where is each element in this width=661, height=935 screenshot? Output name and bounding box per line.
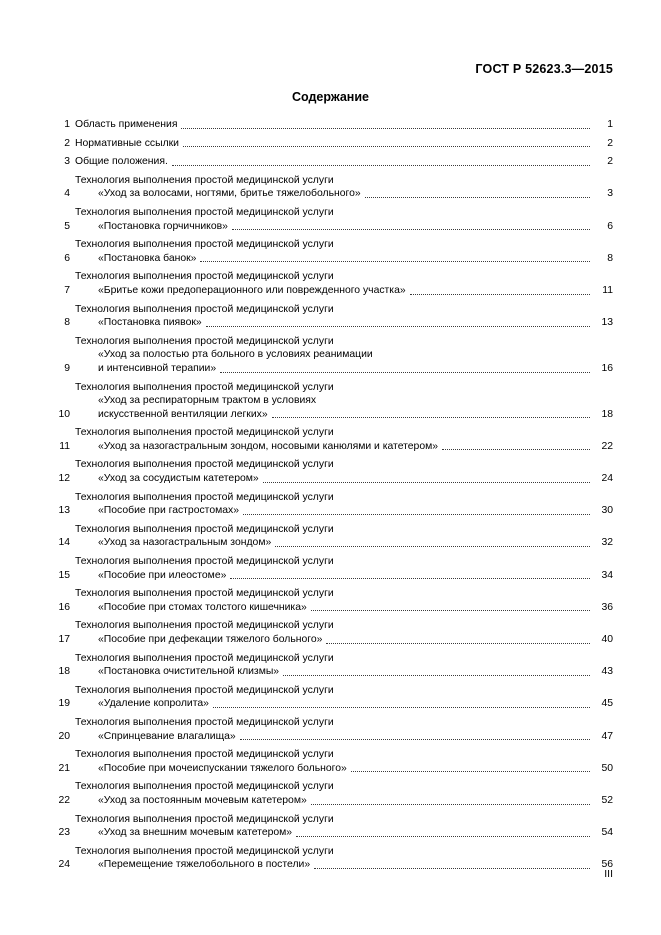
- toc-entry-number: 12: [58, 473, 70, 485]
- toc-entry[interactable]: [57, 426, 613, 453]
- toc-entry-number: 21: [58, 762, 70, 774]
- toc-entry-title: Технология выполнения простой медицинской услуги: [75, 588, 334, 600]
- toc-entry-line: [57, 426, 613, 440]
- toc-entry-title: Технология выполнения простой медицинской услуги: [75, 335, 334, 347]
- toc-entry-title: Технология выполнения простой медицинской услуги: [75, 174, 334, 186]
- toc-leader-dots: [263, 481, 590, 483]
- toc-leader-dots: [240, 738, 590, 740]
- toc-entry-line-final: [57, 118, 613, 132]
- toc-entry-page: 2: [607, 137, 613, 149]
- toc-entry-line: [57, 813, 613, 827]
- toc-entry-number: 14: [58, 537, 70, 549]
- toc-entry-page: 8: [607, 252, 613, 264]
- toc-entry-title: «Пособие при гастростомах»: [98, 505, 239, 517]
- toc-entry-line-final: [57, 408, 613, 422]
- toc-entry-line: [57, 652, 613, 666]
- toc-entry-page: 32: [601, 537, 613, 549]
- toc-entry-line-final: [57, 440, 613, 454]
- toc-entry-line-final: [57, 362, 613, 376]
- toc-entry[interactable]: [57, 381, 613, 422]
- toc-entry-number: 15: [58, 569, 70, 581]
- toc-entry-title: Технология выполнения простой медицинской услуги: [75, 716, 334, 728]
- toc-leader-dots: [272, 416, 590, 418]
- toc-entry[interactable]: [57, 684, 613, 711]
- toc-entry-title: Технология выполнения простой медицинской услуги: [75, 684, 334, 696]
- toc-entry-line-final: [57, 536, 613, 550]
- toc-entry-title: «Пособие при мочеиспускании тяжелого больного»: [98, 762, 347, 774]
- toc-entry-line: [57, 748, 613, 762]
- toc-entry-line: [57, 619, 613, 633]
- toc-entry[interactable]: [57, 335, 613, 376]
- page-number: III: [604, 868, 613, 880]
- toc-entry[interactable]: [57, 491, 613, 518]
- toc-entry-number: 16: [58, 601, 70, 613]
- toc-entry-line-final: [57, 187, 613, 201]
- toc-leader-dots: [230, 577, 590, 579]
- toc-entry-line: [57, 348, 613, 362]
- toc-entry[interactable]: [57, 155, 613, 169]
- toc-entry-title: Технология выполнения простой медицинской услуги: [75, 303, 334, 315]
- toc-entry-line-final: [57, 665, 613, 679]
- toc-entry-line-final: [57, 794, 613, 808]
- toc-entry-page: 16: [601, 362, 613, 374]
- toc-entry-title: Технология выполнения простой медицинской услуги: [75, 652, 334, 664]
- toc-entry-line-final: [57, 284, 613, 298]
- toc-entry-line-final: [57, 137, 613, 151]
- toc-leader-dots: [183, 145, 590, 147]
- toc-entry[interactable]: [57, 619, 613, 646]
- toc-entry[interactable]: [57, 523, 613, 550]
- toc-entry-number: 3: [64, 156, 70, 168]
- toc-entry-title: «Уход за постоянным мочевым катетером»: [98, 794, 307, 806]
- toc-entry[interactable]: [57, 652, 613, 679]
- toc-leader-dots: [172, 164, 590, 166]
- toc-entry-page: 11: [602, 284, 613, 296]
- toc-entry-line: [57, 335, 613, 349]
- toc-entry-title: Технология выполнения простой медицинской услуги: [75, 206, 334, 218]
- toc-entry-line-final: [57, 220, 613, 234]
- toc-entry-number: 20: [58, 730, 70, 742]
- toc-entry-title: «Постановка очистительной клизмы»: [98, 666, 280, 678]
- toc-entry-number: 7: [64, 284, 70, 296]
- toc-entry-line-final: [57, 252, 613, 266]
- toc-leader-dots: [243, 513, 590, 515]
- toc-leader-dots: [314, 867, 590, 869]
- toc-entry-title: «Уход за назогастральным зондом, носовыми канюлями и катетером»: [98, 440, 439, 452]
- toc-entry[interactable]: [57, 118, 613, 132]
- toc-entry-page: 3: [607, 188, 613, 200]
- toc-entry-number: 10: [58, 408, 70, 420]
- toc-entry-title: Технология выполнения простой медицинской услуги: [75, 749, 334, 761]
- toc-entry-page: 43: [601, 666, 613, 678]
- toc-entry[interactable]: [57, 238, 613, 265]
- toc-entry-page: 2: [607, 156, 613, 168]
- toc-leader-dots: [181, 127, 590, 129]
- toc-entry-line: [57, 684, 613, 698]
- toc-entry-title: Технология выполнения простой медицинской услуги: [75, 381, 334, 393]
- toc-leader-dots: [220, 371, 590, 373]
- toc-entry-number: 23: [58, 827, 70, 839]
- toc-entry-number: 11: [59, 440, 70, 452]
- toc-entry-title: Технология выполнения простой медицинской услуги: [75, 620, 334, 632]
- toc-entry-title: Технология выполнения простой медицинской услуги: [75, 845, 334, 857]
- toc-entry-page: 1: [607, 119, 613, 130]
- toc-entry-line: [57, 587, 613, 601]
- toc-entry[interactable]: [57, 458, 613, 485]
- toc-entry-line: [57, 845, 613, 859]
- toc-entry-title: «Уход за сосудистым катетером»: [98, 473, 259, 485]
- toc-entry-title: «Спринцевание влагалища»: [98, 730, 236, 742]
- toc-leader-dots: [283, 674, 590, 676]
- toc-entry-title: Технология выполнения простой медицинской услуги: [75, 491, 334, 503]
- toc-entry-title: «Постановка горчичников»: [98, 220, 228, 232]
- toc-entry-title: искусственной вентиляции легких»: [98, 408, 268, 420]
- toc-entry-number: 5: [64, 220, 70, 232]
- toc-entry-number: 2: [64, 137, 70, 149]
- toc-entry[interactable]: [57, 555, 613, 582]
- toc-entry-title: Технология выполнения простой медицинской услуги: [75, 781, 334, 793]
- toc-entry-title: «Уход за полостью рта больного в условиях реанимации: [98, 349, 373, 361]
- toc-entry-title: Технология выполнения простой медицинской услуги: [75, 523, 334, 535]
- toc-entry[interactable]: [57, 813, 613, 840]
- toc-entry-title: «Перемещение тяжелобольного в постели»: [98, 859, 311, 871]
- toc-entry-title: «Уход за волосами, ногтями, бритье тяжелобольного»: [98, 188, 361, 200]
- toc-leader-dots: [200, 260, 590, 262]
- toc-entry-page: 50: [601, 762, 613, 774]
- toc-entry-line: [57, 523, 613, 537]
- toc-entry-line-final: [57, 504, 613, 518]
- toc-entry-title: «Постановка пиявок»: [98, 317, 202, 329]
- toc-entry-page: 30: [601, 505, 613, 517]
- toc-entry[interactable]: [57, 780, 613, 807]
- toc-entry-page: 18: [601, 408, 613, 420]
- toc-entry-line: [57, 491, 613, 505]
- standard-designation: ГОСТ Р 52623.3—2015: [475, 62, 613, 76]
- toc-leader-dots: [311, 803, 590, 805]
- toc-entry-page: 6: [607, 220, 613, 232]
- toc-entry-line: [57, 381, 613, 395]
- toc-entry-title: Технология выполнения простой медицинской услуги: [75, 459, 334, 471]
- toc-entry-title: Технология выполнения простой медицинской услуги: [75, 427, 334, 439]
- toc-entry-number: 22: [58, 794, 70, 806]
- toc-entry-page: 40: [601, 634, 613, 645]
- toc-entry-line-final: [57, 697, 613, 711]
- toc-entry[interactable]: [57, 206, 613, 233]
- toc-entry-line: [57, 174, 613, 188]
- toc-entry-line-final: [57, 472, 613, 486]
- toc-entry-line: [57, 270, 613, 284]
- toc-leader-dots: [275, 545, 590, 547]
- page-title: Содержание: [291, 90, 369, 104]
- toc-entry-number: 19: [58, 698, 70, 710]
- toc-entry-page: 52: [601, 794, 613, 806]
- toc-entry-number: 13: [58, 505, 70, 517]
- toc-entry-title: Общие положения.: [75, 156, 168, 168]
- toc-entry-line-final: [57, 762, 613, 776]
- toc-entry[interactable]: [57, 716, 613, 743]
- toc-entry-page: 13: [601, 317, 613, 329]
- toc-entry-number: 1: [64, 119, 70, 130]
- toc-entry-page: 56: [601, 859, 613, 871]
- toc-entry[interactable]: [57, 845, 613, 872]
- toc-entry-title: Технология выполнения простой медицинской услуги: [75, 813, 334, 825]
- toc-entry[interactable]: [57, 137, 613, 151]
- toc-entry-line-final: [57, 601, 613, 615]
- toc-leader-dots: [206, 325, 590, 327]
- toc-entry-line: [57, 238, 613, 252]
- toc-leader-dots: [351, 770, 590, 772]
- toc-entry-line-final: [57, 316, 613, 330]
- toc-entry-line: [57, 780, 613, 794]
- toc-entry-page: 36: [601, 601, 613, 613]
- toc-entry-line: [57, 555, 613, 569]
- toc-entry-line-final: [57, 633, 613, 647]
- toc-entry-number: 24: [58, 859, 70, 871]
- toc-leader-dots: [232, 228, 590, 230]
- toc-entry-title: «Пособие при илеостоме»: [98, 569, 227, 581]
- toc-leader-dots: [296, 835, 590, 837]
- toc-entry[interactable]: [57, 270, 613, 297]
- toc-entry-number: 18: [58, 666, 70, 678]
- toc-entry-page: 47: [601, 730, 613, 742]
- toc-entry-number: 6: [64, 252, 70, 264]
- toc-entry[interactable]: [57, 748, 613, 775]
- toc-entry-line-final: [57, 858, 613, 872]
- toc-entry-line-final: [57, 730, 613, 744]
- toc-entry-line: [57, 458, 613, 472]
- toc-entry-line-final: [57, 569, 613, 583]
- toc-leader-dots: [311, 609, 590, 611]
- toc-leader-dots: [213, 706, 590, 708]
- toc-entry-page: 54: [601, 827, 613, 839]
- toc-entry-number: 4: [64, 188, 70, 200]
- toc-entry-line-final: [57, 826, 613, 840]
- toc-entry-line-final: [57, 155, 613, 169]
- toc-entry-title: Нормативные ссылки: [75, 137, 179, 149]
- toc-leader-dots: [410, 293, 590, 295]
- toc-entry-line: [57, 303, 613, 317]
- toc-entry-title: «Уход за внешним мочевым катетером»: [98, 827, 293, 839]
- toc-entry[interactable]: [57, 174, 613, 201]
- toc-entry-page: 45: [601, 698, 613, 710]
- toc-entry-line: [57, 716, 613, 730]
- toc-entry-number: 17: [58, 634, 70, 645]
- toc-entry-line: [57, 394, 613, 408]
- toc-entry-title: «Уход за назогастральным зондом»: [98, 537, 272, 549]
- toc-entry-title: «Пособие при дефекации тяжелого больного»: [98, 634, 323, 645]
- toc-entry-title: «Пособие при стомах толстого кишечника»: [98, 601, 307, 613]
- toc-entry[interactable]: [57, 587, 613, 614]
- toc-entry-title: «Бритье кожи предоперационного или поврежденного участка»: [98, 284, 406, 296]
- toc-leader-dots: [326, 642, 590, 644]
- toc-entry-page: 22: [601, 440, 613, 452]
- toc-entry[interactable]: [57, 303, 613, 330]
- toc-entry-title: и интенсивной терапии»: [98, 362, 217, 374]
- toc-entry-title: Область применения: [75, 119, 178, 130]
- toc-entry-title: Технология выполнения простой медицинской услуги: [75, 239, 334, 251]
- table-of-contents: [57, 118, 613, 877]
- toc-entry-title: Технология выполнения простой медицинской услуги: [75, 271, 334, 283]
- toc-entry-title: Технология выполнения простой медицинской услуги: [75, 556, 334, 568]
- toc-entry-line: [57, 206, 613, 220]
- toc-entry-title: «Уход за респираторным трактом в условиях: [98, 395, 317, 407]
- toc-entry-page: 24: [601, 473, 613, 485]
- toc-entry-number: 8: [64, 317, 70, 329]
- toc-entry-number: 9: [64, 362, 70, 374]
- toc-leader-dots: [442, 448, 590, 450]
- toc-entry-title: «Постановка банок»: [98, 252, 197, 264]
- toc-leader-dots: [365, 196, 590, 198]
- toc-entry-title: «Удаление копролита»: [98, 698, 209, 710]
- toc-entry-page: 34: [601, 569, 613, 581]
